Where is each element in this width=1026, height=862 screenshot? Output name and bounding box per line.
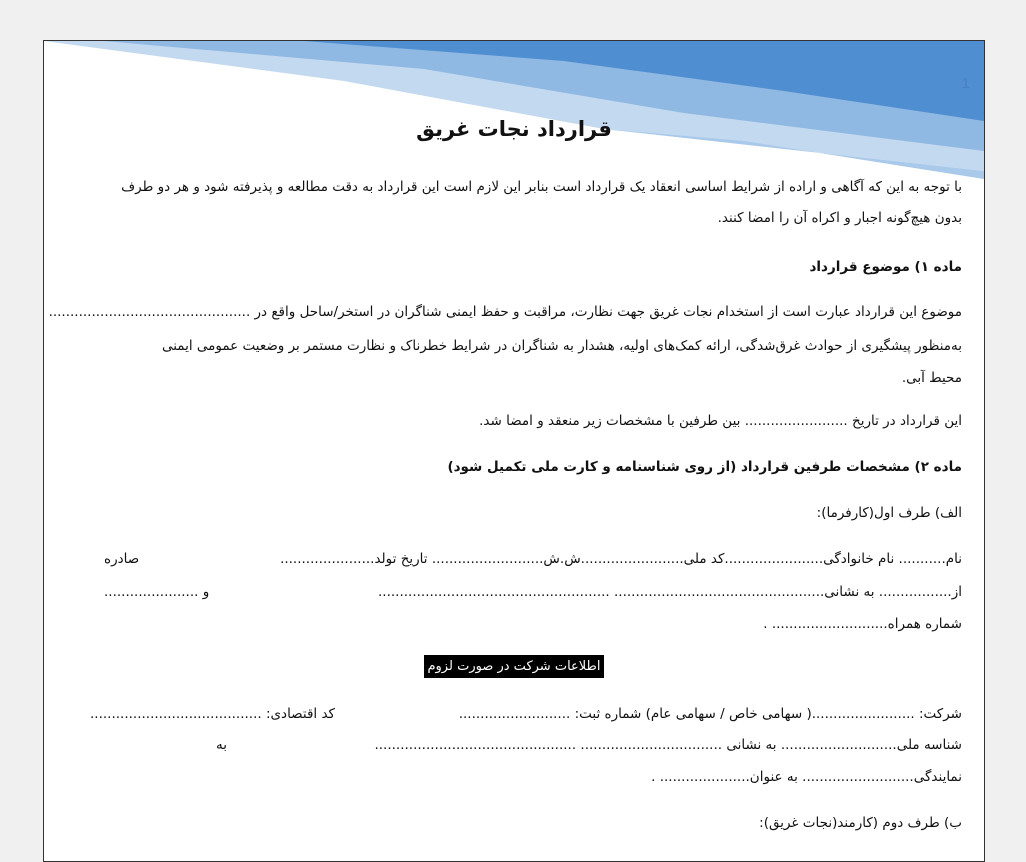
intro-line-1: با توجه به این که آگاهی و اراده از شرایط اساسی انعقاد یک قرارداد است بنابر این لازم است این قرارداد به دقت مطالعه و پذیرفته شود و هر دو طرف <box>121 179 962 195</box>
party-a-row-1-fields: نام........... نام خانوادگی.......................کد ملی........................ش.ش.......................... تاریخ تولد...................... <box>280 551 962 567</box>
company-representative: نمایندگی.......................... به عنوان..................... . <box>651 769 962 785</box>
company-info-row <box>66 655 962 678</box>
party-a-row-2-fields: از................. به نشانی................................................. ...................................................... <box>377 584 962 600</box>
party-a-row-2 <box>66 584 962 600</box>
header-banner <box>44 41 984 181</box>
page-number: 1 <box>961 75 970 92</box>
intro-line-2: بدون هیچ‌گونه اجبار و اکراه آن را امضا کنند. <box>717 210 962 226</box>
party-a-heading: الف) طرف اول(کارفرما): <box>816 505 962 521</box>
party-b-heading: ب) طرف دوم (کارمند(نجات غریق): <box>759 815 962 831</box>
article-1-line-3: محیط آبی. <box>901 370 962 386</box>
company-row-2-fields: شناسه ملی........................... به نشانی ................................. ............................................... <box>374 737 962 753</box>
contract-date-line: این قرارداد در تاریخ ........................ بین طرفین با مشخصات زیر منعقد و امضا شد. <box>479 413 962 429</box>
company-info-badge: اطلاعات شرکت در صورت لزوم <box>424 655 603 678</box>
party-a-phone: شماره همراه........................... . <box>763 616 962 632</box>
company-row-2 <box>66 737 962 753</box>
article-1-heading: ماده ۱) موضوع قرارداد <box>809 259 962 275</box>
article-2-heading: ماده ۲) مشخصات طرفین قرارداد (از روی شناسنامه و کارت ملی تکمیل شود) <box>447 459 962 475</box>
company-row-1-fields: شرکت: ........................( سهامی خاص / سهامی عام) شماره ثبت: .......................... <box>458 706 962 722</box>
party-a-row-2-and: و ...................... <box>104 584 210 600</box>
party-a-row-1-issued: صادره <box>104 551 140 567</box>
document-title: قرارداد نجات غریق <box>416 117 612 141</box>
party-a-row-1 <box>66 551 962 567</box>
article-1-line-2: به‌منظور پیشگیری از حوادث غرق‌شدگی، ارائه کمک‌های اولیه، هشدار به شناگران در شرایط خطرناک و نظارت مستمر بر وضعیت عمومی ایمنی <box>161 338 962 354</box>
company-economic-code: کد اقتصادی: ........................................ <box>90 706 335 722</box>
document-page <box>43 40 985 862</box>
company-row-1 <box>66 706 962 722</box>
company-row-2-to: به <box>216 737 227 753</box>
article-1-line-1: موضوع این قرارداد عبارت است از استخدام نجات غریق جهت نظارت، مراقبت و حفظ ایمنی شناگران در استخر/ساحل واقع در ............................................... <box>48 304 962 320</box>
